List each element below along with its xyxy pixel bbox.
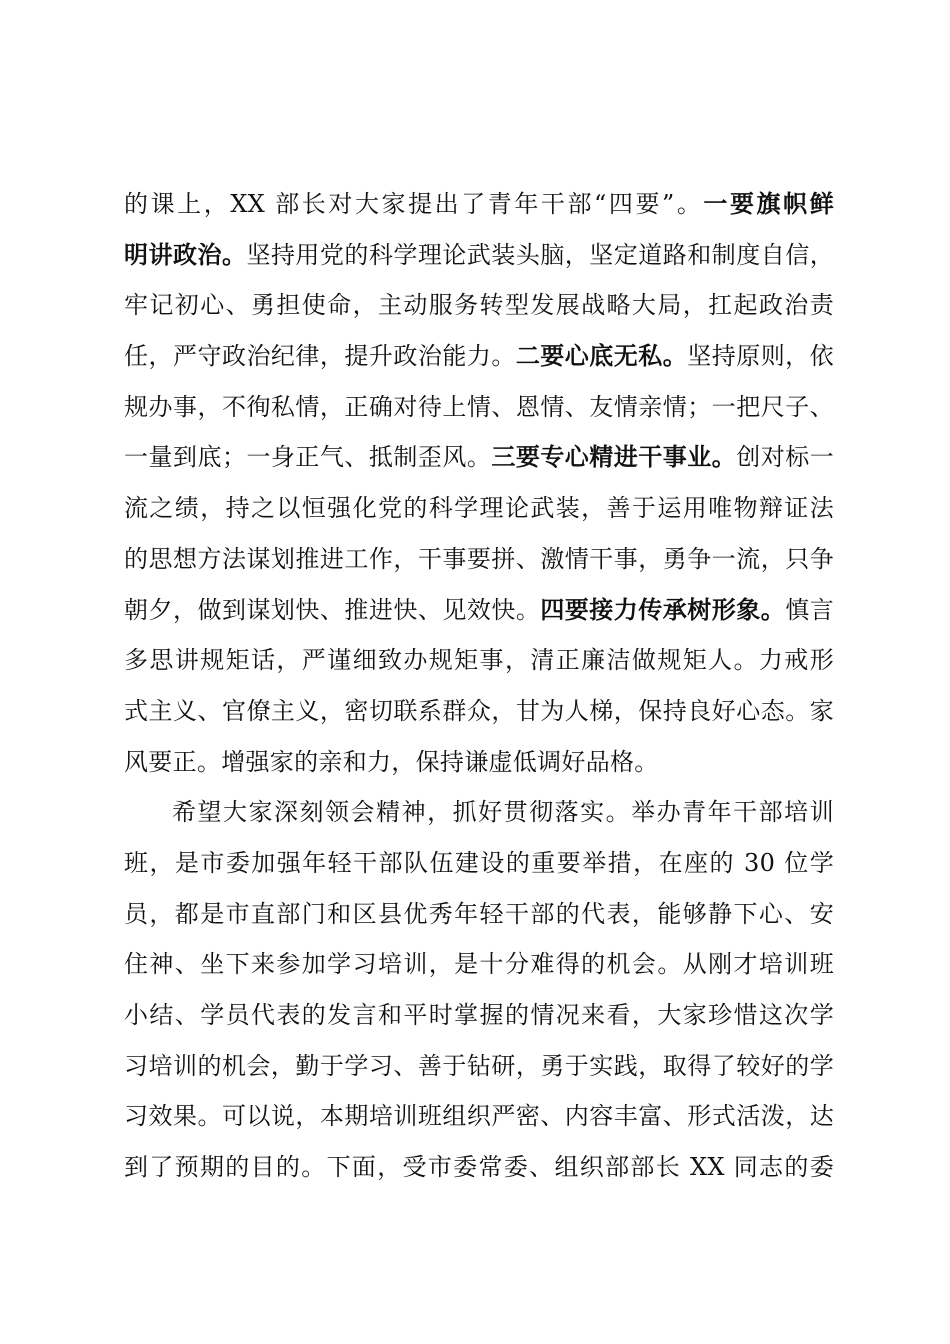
text-line <box>124 1091 834 1142</box>
text-run: 创对标一 <box>736 443 835 472</box>
text-line <box>124 1041 834 1092</box>
text-run: 希望大家深刻领会精神，抓好贯彻落实。举办青年干部培训 <box>172 798 834 827</box>
text-run: 流之绩，持之以恒强化党的科学理论武装，善于运用唯物辩证法 <box>124 494 834 523</box>
text-run: 一量到底；一身正气、抵制歪风。 <box>124 443 492 472</box>
text-run: 式主义、官僚主义，密切联系群众，甘为人梯，保持良好心态。家 <box>124 696 834 725</box>
text-run: 慎言 <box>785 595 834 624</box>
text-run: 小结、学员代表的发言和平时掌握的情况来看，大家珍惜这次学 <box>124 1001 834 1029</box>
text-run: 到了预期的目的。下面，受市委常委、组织部部长 XX 同志的委 <box>124 1153 834 1182</box>
text-run-bold: 二要心底无私。 <box>515 341 688 371</box>
text-run-bold: 三要专心精进干事业。 <box>491 442 737 472</box>
text-run-bold: 明讲政治。 <box>124 239 247 269</box>
text-run: 员，都是市直部门和区县优秀年轻干部的代表，能够静下心、安 <box>124 899 834 928</box>
text-line <box>124 686 834 737</box>
text-run: 规办事，不徇私情，正确对待上情、恩情、友情亲情；一把尺子、 <box>124 392 834 421</box>
text-line <box>124 990 834 1041</box>
text-line <box>124 737 834 788</box>
text-line <box>124 889 834 940</box>
text-line <box>124 230 834 281</box>
text-line <box>124 280 834 331</box>
text-run: 班，是市委加强年轻干部队伍建设的重要举措，在座的 30 位学 <box>124 848 834 877</box>
text-line <box>124 331 834 382</box>
text-line <box>124 787 834 838</box>
text-line <box>124 534 834 585</box>
text-run-bold: 四要接力传承树形象。 <box>540 594 786 624</box>
paragraph-2 <box>124 787 834 1193</box>
text-line <box>124 838 834 889</box>
text-run: 朝夕，做到谋划快、推进快、见效快。 <box>124 595 541 624</box>
text-run: 风要正。增强家的亲和力，保持谦虚低调好品格。 <box>124 747 659 776</box>
text-run: 任，严守政治纪律，提升政治能力。 <box>124 342 516 371</box>
text-line <box>124 939 834 990</box>
text-run: 习培训的机会，勤于学习、善于钻研，勇于实践，取得了较好的学 <box>124 1051 834 1080</box>
text-run: 的课上，XX 部长对大家提出了青年干部“四要”。 <box>124 190 704 218</box>
text-run: 坚持原则，依 <box>687 342 834 371</box>
text-run: 牢记初心、勇担使命，主动服务转型发展战略大局，扛起政治责 <box>124 291 834 320</box>
text-line <box>124 382 834 433</box>
text-run-bold: 一要旗帜鲜 <box>703 189 834 218</box>
text-run: 的思想方法谋划推进工作，干事要拼、激情干事，勇争一流，只争 <box>124 544 834 573</box>
document-body <box>124 179 834 1193</box>
text-run: 坚持用党的科学理论武装头脑，坚定道路和制度自信， <box>246 240 835 269</box>
text-line <box>124 179 834 230</box>
text-line <box>124 483 834 534</box>
text-run: 习效果。可以说，本期培训班组织严密、内容丰富、形式活泼，达 <box>124 1102 834 1131</box>
text-run: 多思讲规矩话，严谨细致办规矩事，清正廉洁做规矩人。力戒形 <box>124 646 834 675</box>
text-line <box>124 585 834 636</box>
text-run: 住神、坐下来参加学习培训，是十分难得的机会。从刚才培训班 <box>124 950 834 979</box>
text-line <box>124 635 834 686</box>
text-line <box>124 432 834 483</box>
paragraph-1 <box>124 179 834 787</box>
text-line <box>124 1142 834 1193</box>
